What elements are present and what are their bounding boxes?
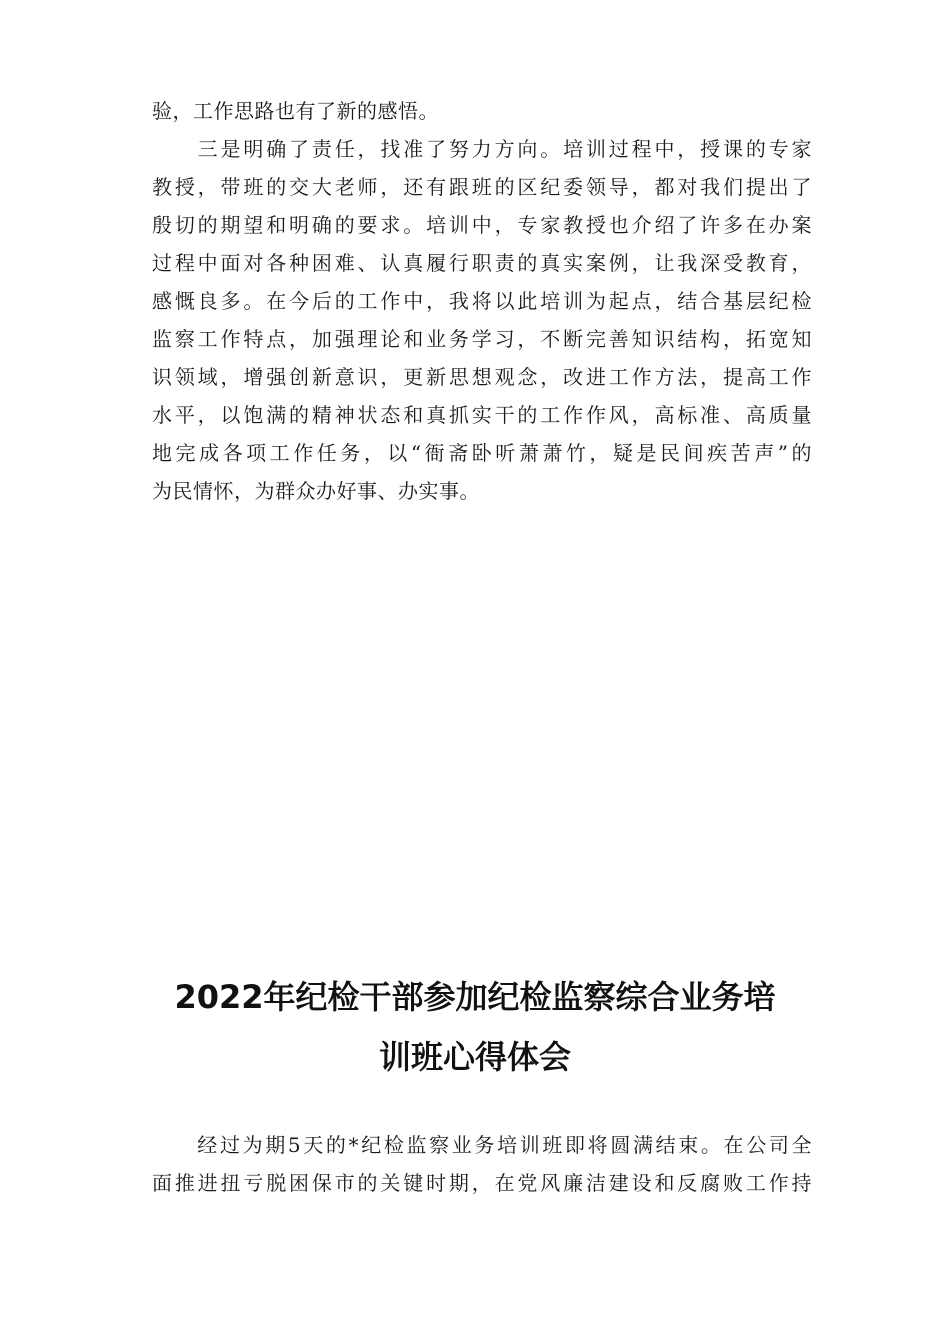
text-line: 三是明确了责任，找准了努力方向。培训过程中，授课的专家	[152, 137, 812, 161]
document-title-line-2: 训班心得体会	[378, 1038, 571, 1076]
text-line: 监察工作特点，加强理论和业务学习，不断完善知识结构，拓宽知	[152, 327, 812, 351]
document-title-line-1: 2022年纪检干部参加纪检监察综合业务培	[174, 978, 776, 1016]
text-line: 水平，以饱满的精神状态和真抓实干的工作作风，高标准、高质量	[152, 403, 812, 427]
text-line: 教授，带班的交大老师，还有跟班的区纪委领导，都对我们提出了	[152, 175, 812, 199]
text-line: 为民情怀，为群众办好事、办实事。	[152, 479, 480, 503]
text-line: 识领域，增强创新意识，更新思想观念，改进工作方法，提高工作	[152, 365, 812, 389]
text-line: 感慨良多。在今后的工作中，我将以此培训为起点，结合基层纪检	[152, 289, 812, 313]
text-line: 经过为期5天的*纪检监察业务培训班即将圆满结束。在公司全	[152, 1133, 812, 1157]
text-line: 验，工作思路也有了新的感悟。	[152, 99, 439, 123]
text-line: 过程中面对各种困难、认真履行职责的真实案例，让我深受教育，	[152, 251, 812, 275]
text-line: 地完成各项工作任务，以“衙斋卧听萧萧竹，疑是民间疾苦声”的	[152, 441, 812, 465]
text-line: 面推进扭亏脱困保市的关键时期，在党风廉洁建设和反腐败工作持	[152, 1171, 812, 1195]
text-line: 殷切的期望和明确的要求。培训中，专家教授也介绍了许多在办案	[152, 213, 812, 237]
